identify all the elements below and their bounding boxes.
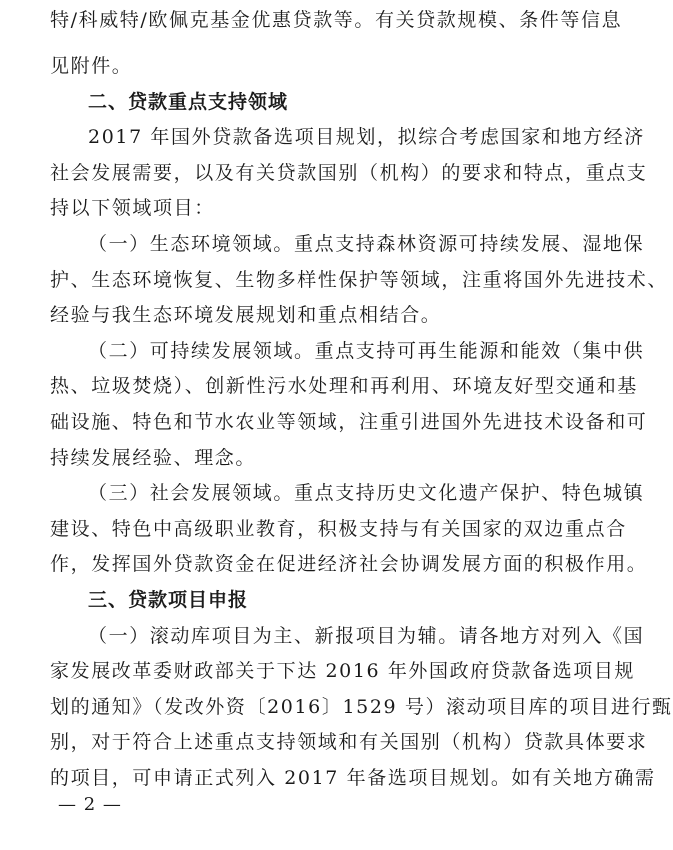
text-line: 划的通知》（发改外资〔2016〕1529 号）滚动项目库的项目进行甄	[50, 696, 673, 718]
text-line: 础设施、特色和节水农业等领域，注重引进国外先进技术设备和可	[50, 411, 648, 433]
page-number: — 2 —	[58, 794, 122, 815]
text-line: 特/科威特/欧佩克基金优惠贷款等。有关贷款规模、条件等信息	[50, 9, 623, 31]
text-line: 护、生态环境恢复、生物多样性保护等领域，注重将国外先进技术、	[50, 269, 669, 291]
text-line: 家发展改革委财政部关于下达 2016 年外国政府贷款备选项目规	[50, 660, 636, 682]
text-line: （一）滚动库项目为主、新报项目为辅。请各地方对列入《国	[88, 625, 645, 647]
text-line: 热、垃圾焚烧）、创新性污水处理和再利用、环境友好型交通和基	[50, 375, 638, 397]
text-line: 社会发展需要，以及有关贷款国别（机构）的要求和特点，重点支	[50, 162, 648, 184]
text-line: （一）生态环境领域。重点支持森林资源可持续发展、湿地保	[88, 233, 645, 255]
text-line: 持以下领域项目：	[50, 197, 215, 219]
text-line: 经验与我生态环境发展规划和重点相结合。	[50, 304, 442, 326]
text-line: 建设、特色中高级职业教育，积极支持与有关国家的双边重点合	[50, 518, 627, 540]
text-line: （二）可持续发展领域。重点支持可再生能源和能效（集中供	[88, 340, 645, 362]
text-line: 作，发挥国外贷款资金在促进经济社会协调发展方面的积极作用。	[50, 553, 648, 575]
text-line: 的项目，可申请正式列入 2017 年备选项目规划。如有关地方确需	[50, 767, 656, 789]
text-line: 持续发展经验、理念。	[50, 447, 257, 469]
text-line: 别，对于符合上述重点支持领域和有关国别（机构）贷款具体要求	[50, 731, 648, 753]
text-line: 见附件。	[50, 55, 133, 77]
section-heading-3: 三、贷款项目申报	[88, 589, 249, 611]
text-line: 2017 年国外贷款备选项目规划，拟综合考虑国家和地方经济	[88, 126, 645, 148]
section-heading-2: 二、贷款重点支持领域	[88, 91, 289, 113]
text-line: （三）社会发展领域。重点支持历史文化遗产保护、特色城镇	[88, 482, 645, 504]
